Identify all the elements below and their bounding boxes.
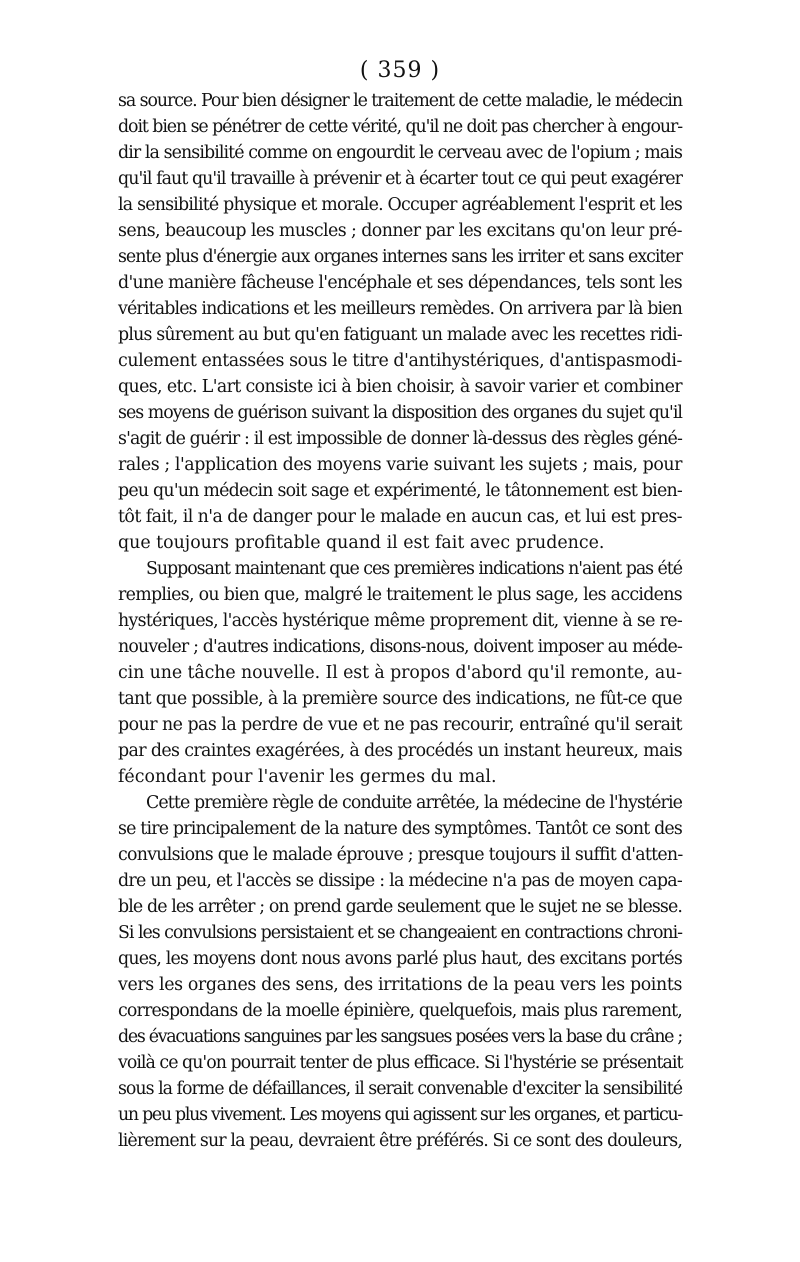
text-line: vers les organes des sens, des irritations de la peau vers les points — [118, 975, 682, 995]
text-line: peu qu'un médecin soit sage et expérimenté, le tâtonnement est bien- — [118, 481, 682, 501]
text-line: Si les convulsions persistaient et se changeaient en contractions chroni- — [118, 923, 682, 943]
text-line: plus sûrement au but qu'en fatiguant un malade avec les recettes ridi- — [118, 325, 682, 345]
text-line: tôt fait, il n'a de danger pour le malade en aucun cas, et lui est pres- — [118, 507, 682, 527]
text-line: voilà ce qu'on pourrait tenter de plus efficace. Si l'hystérie se présentait — [118, 1053, 683, 1073]
text-line: ble de les arrêter ; on prend garde seulement que le sujet ne se blesse. — [118, 897, 682, 917]
page-number: ( 359 ) — [359, 58, 441, 83]
text-line: par des craintes exagérées, à des procédés un instant heureux, mais — [118, 741, 682, 761]
text-line: sente plus d'énergie aux organes internes sans les irriter et sans exciter — [118, 247, 682, 267]
text-line: véritables indications et les meilleurs remèdes. On arrivera par là bien — [118, 299, 682, 319]
text-line: tant que possible, à la première source des indications, ne fût-ce que — [118, 689, 682, 709]
text-line: hystériques, l'accès hystérique même proprement dit, vienne à se re- — [118, 611, 682, 631]
body-text — [118, 88, 682, 1154]
text-line: dir la sensibilité comme on engourdit le cerveau avec de l'opium ; mais — [118, 143, 682, 163]
text-line: se tire principalement de la nature des symptômes. Tantôt ce sont des — [118, 819, 682, 839]
text-line: sous la forme de défaillances, il serait convenable d'exciter la sensibilité — [118, 1079, 682, 1099]
text-line: un peu plus vivement. Les moyens qui agissent sur les organes, et particu- — [118, 1105, 682, 1125]
text-line: remplies, ou bien que, malgré le traitement le plus sage, les accidens — [118, 585, 683, 605]
text-line: rales ; l'application des moyens varie suivant les sujets ; mais, pour — [118, 455, 682, 475]
text-line: des évacuations sanguines par les sangsues posées vers la base du crâne ; — [118, 1027, 682, 1047]
text-line: convulsions que le malade éprouve ; presque toujours il suffit d'atten- — [118, 845, 683, 865]
text-line: ses moyens de guérison suivant la disposition des organes du sujet qu'il — [118, 403, 682, 423]
text-line: cin une tâche nouvelle. Il est à propos d'abord qu'il remonte, au- — [118, 663, 682, 683]
text-line: fécondant pour l'avenir les germes du mal. — [118, 767, 497, 787]
text-line: culement entassées sous le titre d'antihystériques, d'antispasmodi- — [118, 351, 682, 371]
text-line: la sensibilité physique et morale. Occuper agréablement l'esprit et les — [118, 195, 682, 215]
text-line: Cette première règle de conduite arrêtée, la médecine de l'hystérie — [146, 793, 682, 813]
text-line: d'une manière fâcheuse l'encéphale et ses dépendances, tels sont les — [118, 273, 682, 293]
text-line: sa source. Pour bien désigner le traitement de cette maladie, le médecin — [118, 91, 682, 111]
text-line: qu'il faut qu'il travaille à prévenir et à écarter tout ce qui peut exagérer — [118, 169, 682, 189]
text-line: lièrement sur la peau, devraient être préférés. Si ce sont des douleurs, — [118, 1131, 682, 1151]
text-line: correspondans de la moelle épinière, quelquefois, mais plus rarement, — [118, 1001, 682, 1021]
text-line: que toujours profitable quand il est fait avec prudence. — [118, 533, 605, 553]
text-line: doit bien se pénétrer de cette vérité, qu'il ne doit pas chercher à engour- — [118, 117, 682, 137]
text-line: pour ne pas la perdre de vue et ne pas recourir, entraîné qu'il serait — [118, 715, 682, 735]
text-line: nouveler ; d'autres indications, disons-nous, doivent imposer au méde- — [118, 637, 682, 657]
text-line: dre un peu, et l'accès se dissipe : la médecine n'a pas de moyen capa- — [118, 871, 682, 891]
text-line: ques, les moyens dont nous avons parlé plus haut, des excitans portés — [118, 949, 682, 969]
text-line: sens, beaucoup les muscles ; donner par les excitans qu'on leur pré- — [118, 221, 682, 241]
text-line: Supposant maintenant que ces premières indications n'aient pas été — [146, 559, 682, 579]
text-line: s'agit de guérir : il est impossible de donner là-dessus des règles géné- — [118, 429, 682, 449]
text-line: ques, etc. L'art consiste ici à bien choisir, à savoir varier et combiner — [118, 377, 682, 397]
